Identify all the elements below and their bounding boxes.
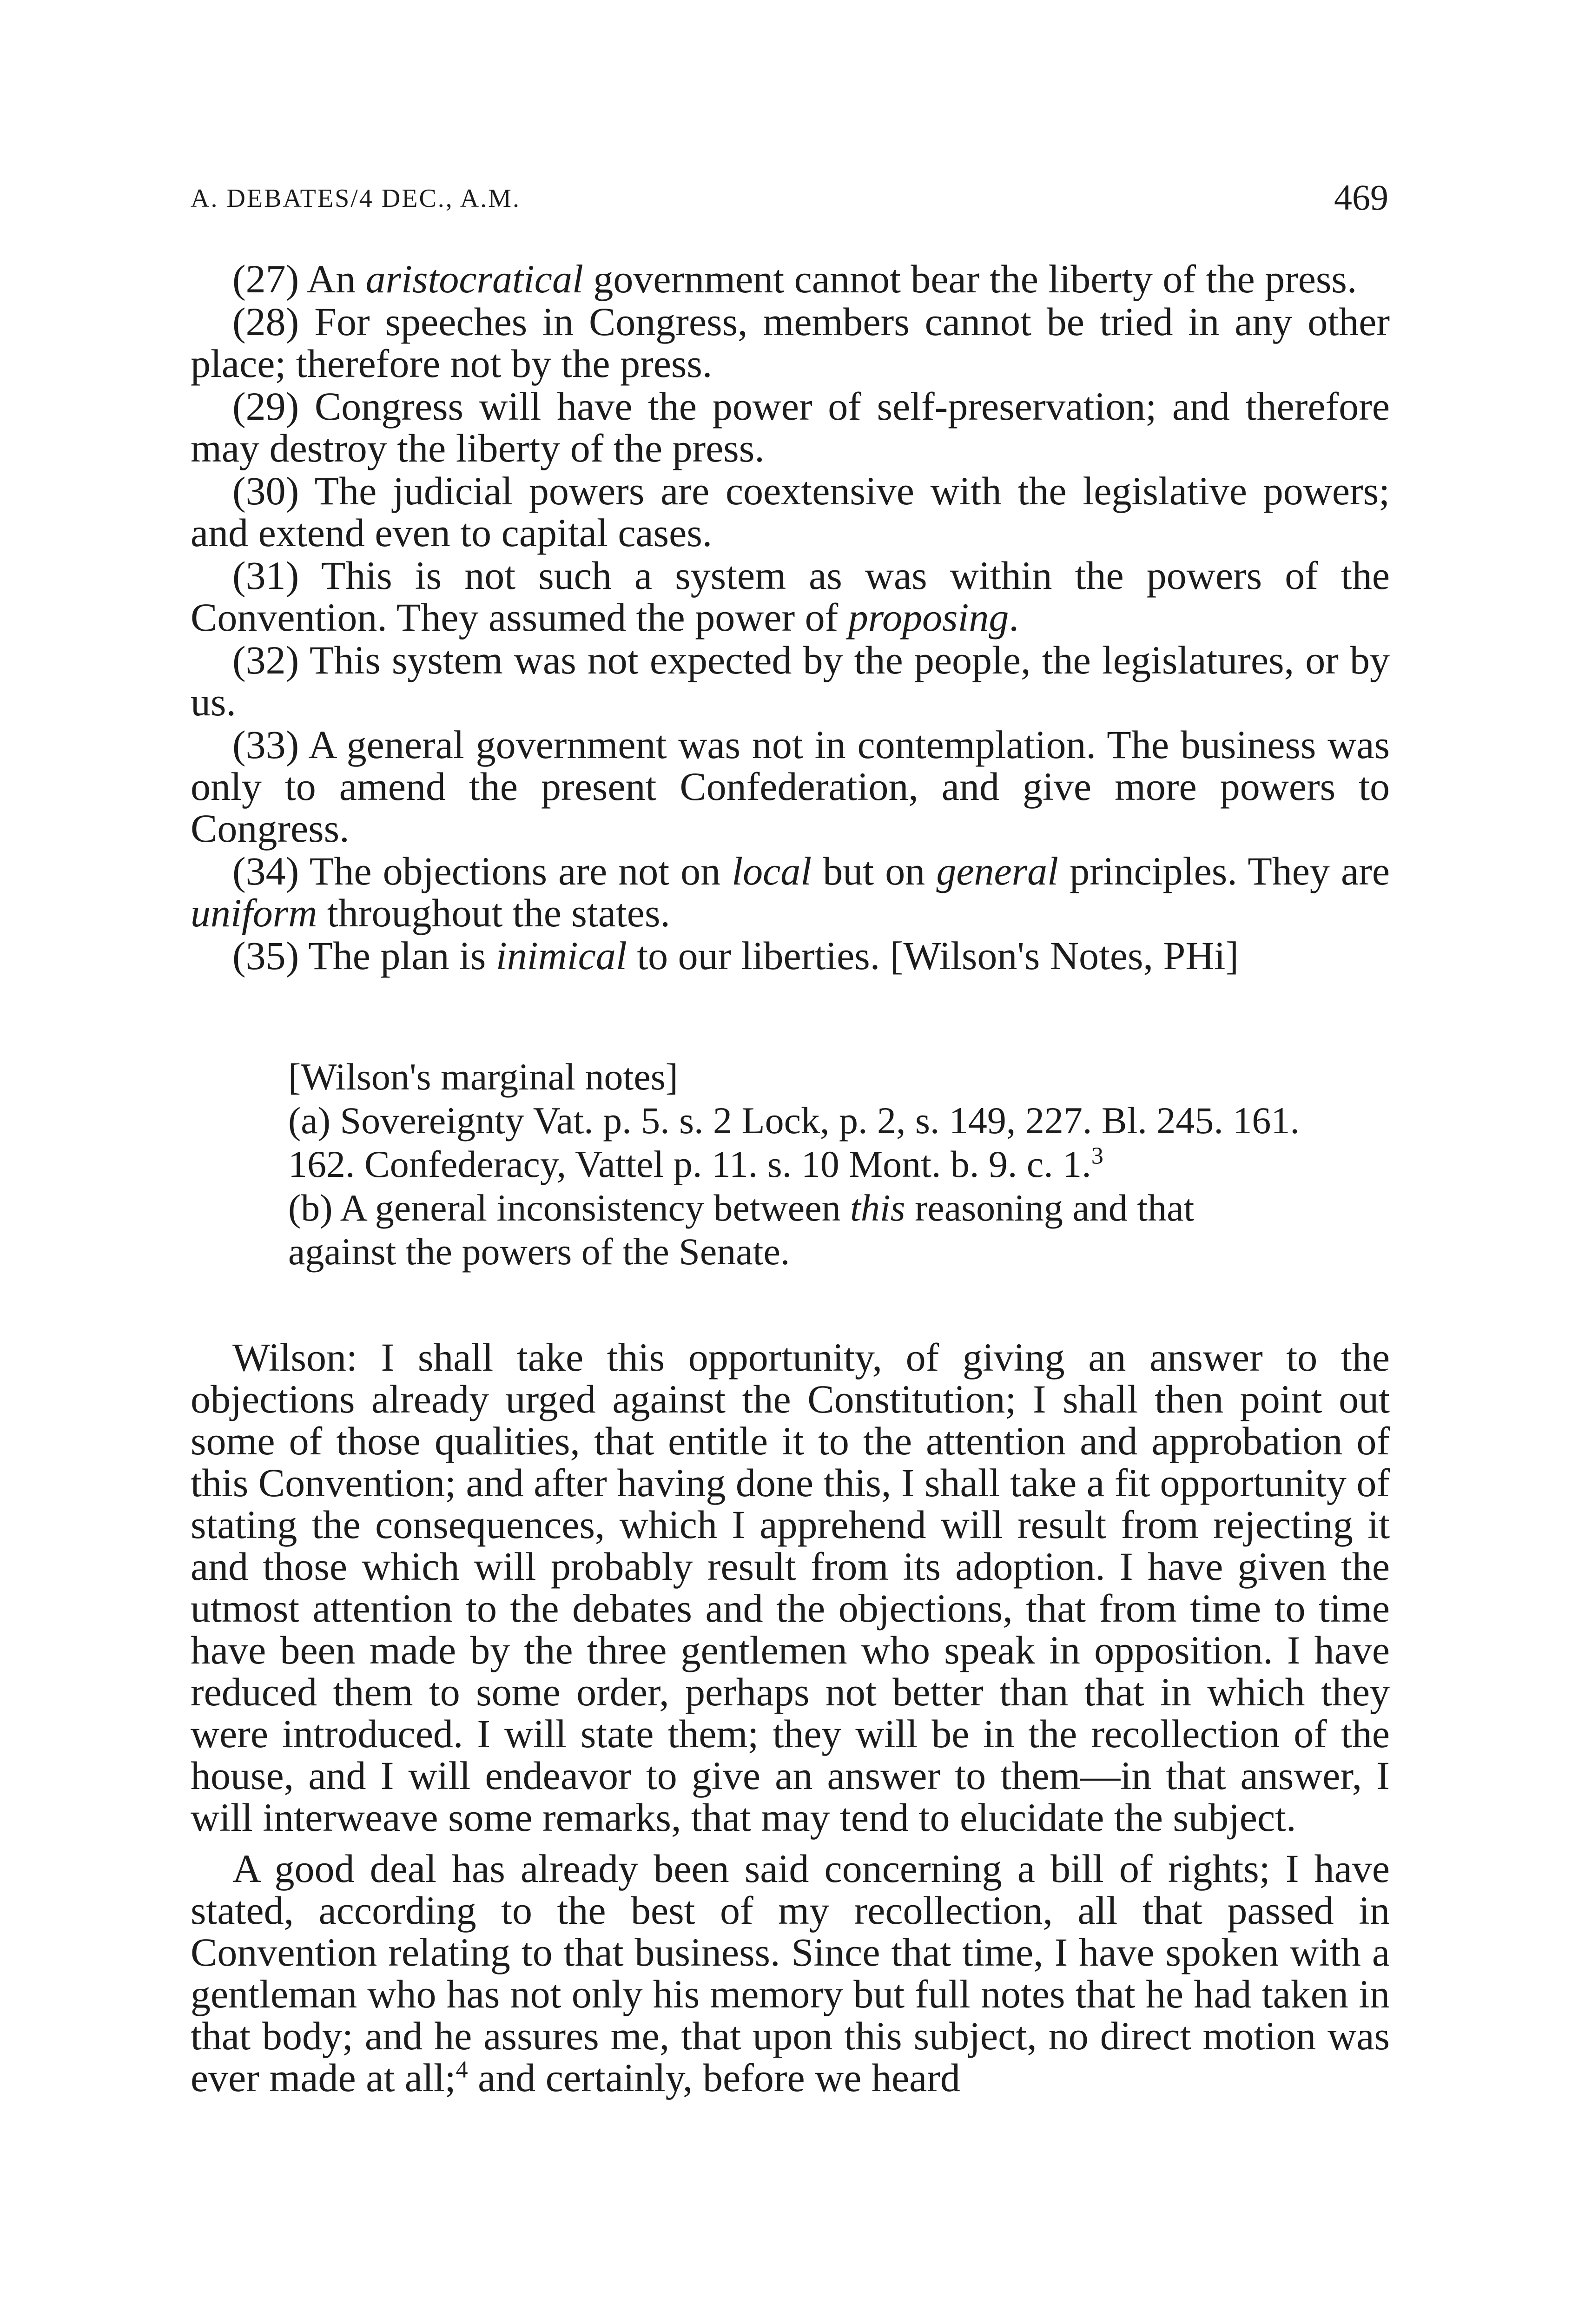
objection-item: (30) The judicial powers are coextensive with the legislative powers; and extend even to capital cases. [191,469,1390,555]
objection-item: (32) This system was not expected by the people, the legislatures, or by us. [191,638,1390,724]
objection-item: (33) A general government was not in contemplation. The business was only to amend the present Confederation, and give more powers to Congress. [191,722,1390,851]
paragraph: Wilson: I shall take this opportunity, of giving an answer to the objections already urged against the Constitution; I shall then point out some of those qualities, that entitle it to the attention and approbation of this Convention; and after having done this, I shall take a fit opportunity of stating the consequences, which I apprehend will result from rejecting it and those which will probably result from its adoption. I have given the utmost attention to the debates and the objections, that from time to time have been made by the three gentlemen who speak in opposition. I have reduced them to some order, perhaps not better than that in which they were introduced. I will state them; they will be in the recollection of the house, and I will endeavor to give an answer to them—in that answer, I will interweave some remarks, that may tend to elucidate the subject. [191,1335,1390,1840]
objection-item: (27) An aristocratical government cannot bear the liberty of the press. [232,257,1357,301]
marginal-note-a: (a) Sovereignty Vat. p. 5. s. 2 Lock, p. 2, s. 149, 227. Bl. 245. 161. 162. Confederacy, Vattel p. 11. s. 10 Mont. b. 9. c. 1.$^3$ [288,1099,1300,1185]
objection-item: (29) Congress will have the power of self-preservation; and therefore may destroy the liberty of the press. [191,384,1390,470]
marginal-notes [288,1055,1301,1274]
objection-item: (31) This is not such a system as was within the powers of the Convention. They assumed the power of proposing. [191,553,1390,640]
objection-item: (35) The plan is inimical to our liberties. [Wilson's Notes, PHi] [232,933,1239,978]
objection-item: (28) For speeches in Congress, members cannot be tried in any other place; therefore not by the press. [191,299,1390,386]
paragraph: A good deal has already been said concerning a bill of rights; I have stated, according to the best of my recollection, all that passed in Convention relating to that business. Since that time, I have spoken with a gentleman who has not only his memory but full notes that he had taken in that body; and he assures me, that upon this subject, no direct motion was ever made at all;$^4$ and certainly, before we heard [191,1846,1390,2100]
objection-item: (34) The objections are not on local but on general principles. They are uniform throughout the states. [191,849,1390,935]
body-text [191,1336,1390,2108]
marginal-notes-heading: [Wilson's marginal notes] [288,1056,678,1098]
page-number: 469 [1334,177,1388,218]
numbered-objections [191,258,1390,977]
marginal-note-b: (b) A general inconsistency between this reasoning and that against the powers of the Senate. [288,1187,1195,1273]
running-head: A. DEBATES/4 DEC., A.M. [191,184,521,213]
